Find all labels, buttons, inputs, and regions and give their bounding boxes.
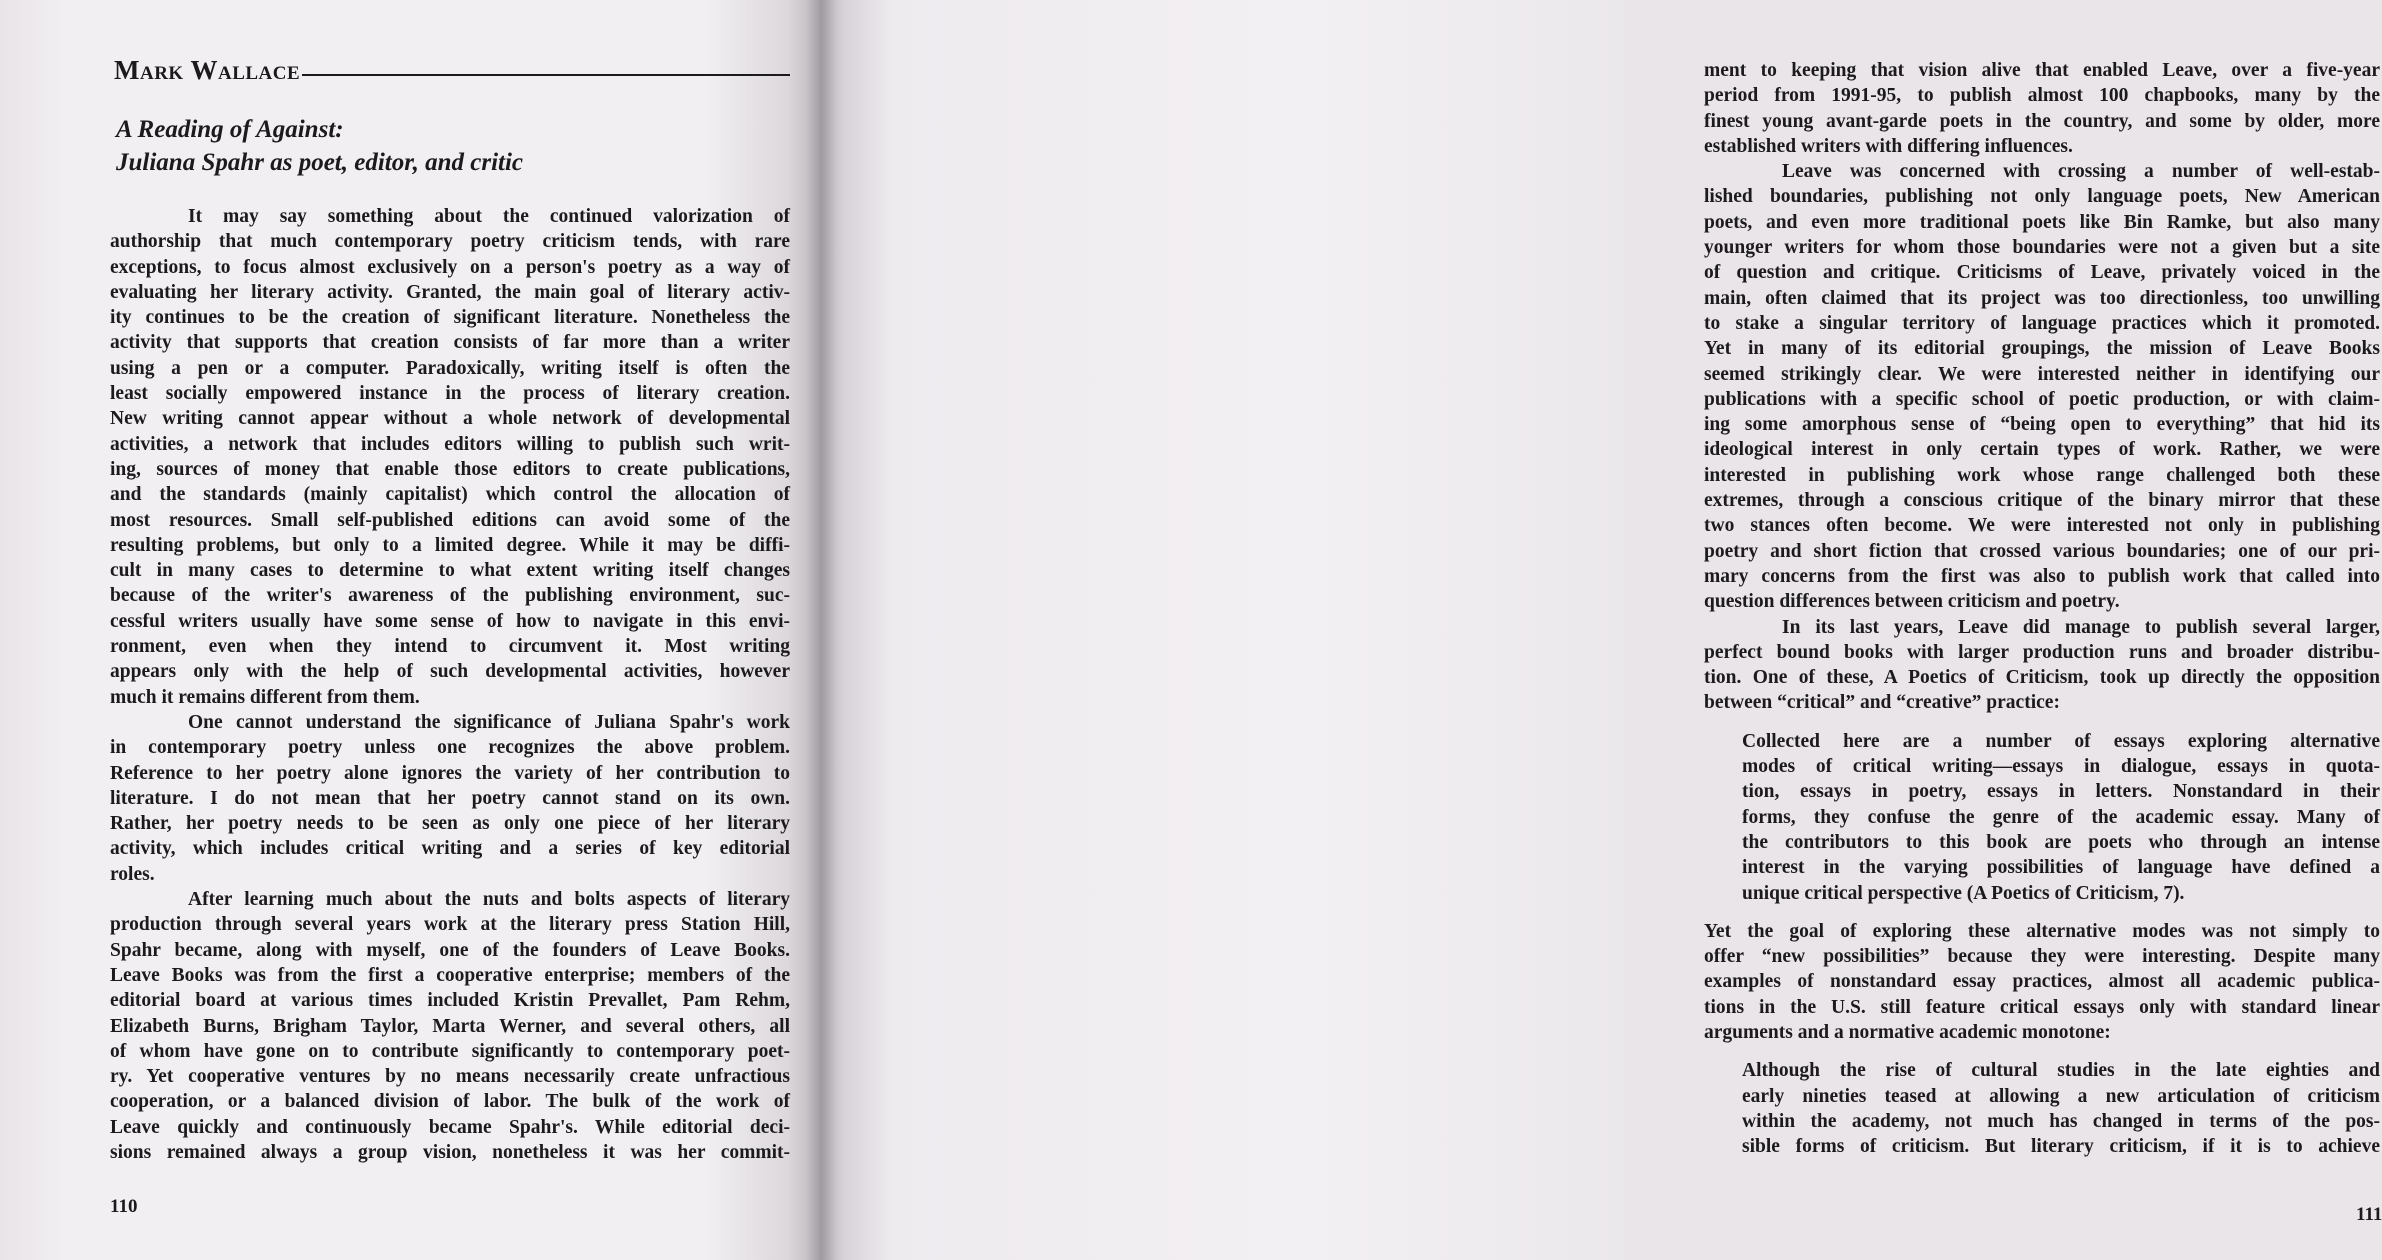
text-line: After learning much about the nuts and bolts aspects of literary [188, 889, 790, 911]
title-line-1: A Reading of Against: [116, 116, 344, 143]
text-line: Leave quickly and continuously became Spahr's. While editorial deci- [110, 1116, 790, 1138]
text-line: extremes, through a conscious critique of the binary mirror that these [1704, 490, 2380, 512]
text-line: tions in the U.S. still feature critical essays only with standard linear [1704, 996, 2380, 1018]
left-page [0, 0, 820, 1260]
text-line: two stances often become. We were interested not only in publishing [1704, 515, 2380, 537]
text-line: cessful writers usually have some sense of how to navigate in this envi- [110, 610, 790, 632]
text-line: ing some amorphous sense of “being open to everything” that hid its [1704, 414, 2380, 436]
text-line: poetry and short fiction that crossed various boundaries; one of our pri- [1704, 540, 2380, 562]
text-line: forms, they confuse the genre of the academic essay. Many of [1742, 806, 2380, 828]
text-line: ry. Yet cooperative ventures by no means necessarily create unfractious [110, 1066, 790, 1088]
text-line: Yet the goal of exploring these alternative modes was not simply to [1704, 920, 2380, 942]
text-line: ment to keeping that vision alive that enabled Leave, over a five-year [1704, 60, 2380, 81]
text-line: Yet in many of its editorial groupings, the mission of Leave Books [1704, 338, 2380, 360]
text-line: In its last years, Leave did manage to publish several larger, [1782, 616, 2380, 638]
text-line: examples of nonstandard essay practices, almost all academic publica- [1704, 971, 2380, 993]
text-line: most resources. Small self-published editions can avoid some of the [110, 509, 790, 531]
text-line: New writing cannot appear without a whole network of developmental [110, 408, 790, 430]
page-number-left: 110 [110, 1196, 138, 1217]
text-line: One cannot understand the significance of Juliana Spahr's work [188, 711, 790, 733]
text-line: early nineties teased at allowing a new articulation of criticism [1742, 1085, 2380, 1107]
text-line: within the academy, not much has changed in terms of the pos- [1742, 1110, 2380, 1132]
text-line: Collected here are a number of essays exploring alternative [1742, 730, 2380, 752]
text-line: ronment, even when they intend to circumvent it. Most writing [110, 636, 790, 658]
gutter-shadow [806, 0, 836, 1260]
text-line: ity continues to be the creation of significant literature. Nonetheless the [110, 307, 790, 329]
article-title [116, 113, 776, 179]
text-line: in contemporary poetry unless one recognizes the above problem. [110, 737, 790, 759]
text-line: Leave Books was from the first a cooperative enterprise; members of the [110, 964, 790, 986]
text-line: period from 1991-95, to publish almost 100 chapbooks, many by the [1704, 85, 2380, 107]
text-line: because of the writer's awareness of the publishing environment, suc- [110, 585, 790, 607]
text-line: between “critical” and “creative” practice: [1704, 692, 2060, 714]
text-line: appears only with the help of such developmental activities, however [110, 661, 790, 683]
right-body-text [1704, 58, 2380, 1159]
text-line: using a pen or a computer. Paradoxically, writing itself is often the [110, 357, 790, 379]
text-line: much it remains different from them. [110, 686, 420, 708]
text-line: ideological interest in only certain types of work. Rather, we were [1704, 439, 2380, 461]
text-line: cooperation, or a balanced division of labor. The bulk of the work of [110, 1091, 790, 1113]
text-line: younger writers for whom those boundaries were not a given but a site [1704, 237, 2380, 259]
text-line: to stake a singular territory of language practices which it promoted. [1704, 312, 2380, 334]
text-line: resulting problems, but only to a limited degree. While it may be diffi- [110, 534, 790, 556]
text-line: unique critical perspective (A Poetics of Criticism, 7). [1742, 882, 2185, 904]
text-line: interested in publishing work whose range challenged both these [1704, 464, 2380, 486]
text-line: roles. [110, 863, 155, 885]
text-line: evaluating her literary activity. Granted, the main goal of literary activ- [110, 281, 790, 303]
text-line: main, often claimed that its project was too directionless, too unwilling [1704, 287, 2380, 309]
header-rule [302, 74, 790, 76]
text-line: offer “new possibilities” because they were interesting. Despite many [1704, 946, 2380, 968]
author-name: Mark Wallace [114, 55, 301, 85]
text-line: Rather, her poetry needs to be seen as only one piece of her literary [110, 813, 790, 835]
text-line: mary concerns from the first was also to publish work that called into [1704, 565, 2380, 587]
text-line: question differences between criticism and poetry. [1704, 591, 2120, 613]
text-line: of question and critique. Criticisms of Leave, privately voiced in the [1704, 262, 2380, 284]
page-number-right: 111 [2356, 1204, 2382, 1225]
text-line: finest young avant-garde poets in the country, and some by older, more [1704, 110, 2380, 132]
text-line: modes of critical writing—essays in dialogue, essays in quota- [1742, 756, 2380, 778]
text-line: tion. One of these, A Poetics of Criticism, took up directly the opposition [1704, 667, 2380, 689]
text-line: It may say something about the continued valorization of [188, 206, 790, 227]
title-line-2: Juliana Spahr as poet, editor, and critic [116, 149, 524, 176]
text-line: the contributors to this book are poets who through an intense [1742, 831, 2380, 853]
text-line: of whom have gone on to contribute significantly to contemporary poet- [110, 1040, 790, 1062]
text-line: and the standards (mainly capitalist) which control the allocation of [110, 484, 790, 506]
text-line: exceptions, to focus almost exclusively on a person's poetry as a way of [110, 256, 790, 278]
text-line: least socially empowered instance in the process of literary creation. [110, 383, 790, 405]
text-line: perfect bound books with larger production runs and broader distribu- [1704, 641, 2380, 663]
text-line: editorial board at various times included Kristin Prevallet, Pam Rehm, [110, 990, 790, 1012]
text-line: Although the rise of cultural studies in the late eighties and [1742, 1060, 2380, 1082]
text-line: Spahr became, along with myself, one of the founders of Leave Books. [110, 939, 790, 961]
text-line: activity, which includes critical writing and a series of key editorial [110, 838, 790, 860]
text-line: interest in the varying possibilities of language have defined a [1742, 857, 2380, 879]
text-line: poets, and even more traditional poets like Bin Ramke, but also many [1704, 211, 2380, 233]
right-page [820, 0, 2382, 1260]
running-head [114, 46, 790, 84]
text-line: publications with a specific school of poetic production, or with claim- [1704, 388, 2380, 410]
text-line: activities, a network that includes editors willing to publish such writ- [110, 433, 790, 455]
text-line: sions remained always a group vision, nonetheless it was her commit- [110, 1141, 790, 1163]
text-line: Elizabeth Burns, Brigham Taylor, Marta Werner, and several others, all [110, 1015, 790, 1037]
text-line: seemed strikingly clear. We were interested neither in identifying our [1704, 363, 2380, 385]
text-line: literature. I do not mean that her poetry cannot stand on its own. [110, 787, 790, 809]
text-line: authorship that much contemporary poetry criticism tends, with rare [110, 231, 790, 253]
left-body-text [110, 204, 790, 1165]
text-line: lished boundaries, publishing not only language poets, New American [1704, 186, 2380, 208]
text-line: activity that supports that creation consists of far more than a writer [110, 332, 790, 354]
text-line: sible forms of criticism. But literary criticism, if it is to achieve [1742, 1136, 2380, 1158]
text-line: Leave was concerned with crossing a number of well-estab- [1782, 161, 2380, 183]
text-line: arguments and a normative academic monotone: [1704, 1021, 2111, 1043]
text-line: Reference to her poetry alone ignores the variety of her contribution to [110, 762, 790, 784]
text-line: ing, sources of money that enable those editors to create publications, [110, 458, 790, 480]
text-line: established writers with differing influences. [1704, 135, 2073, 157]
text-line: production through several years work at the literary press Station Hill, [110, 914, 790, 936]
text-line: tion, essays in poetry, essays in letters. Nonstandard in their [1742, 781, 2380, 803]
text-line: cult in many cases to determine to what extent writing itself changes [110, 560, 790, 582]
